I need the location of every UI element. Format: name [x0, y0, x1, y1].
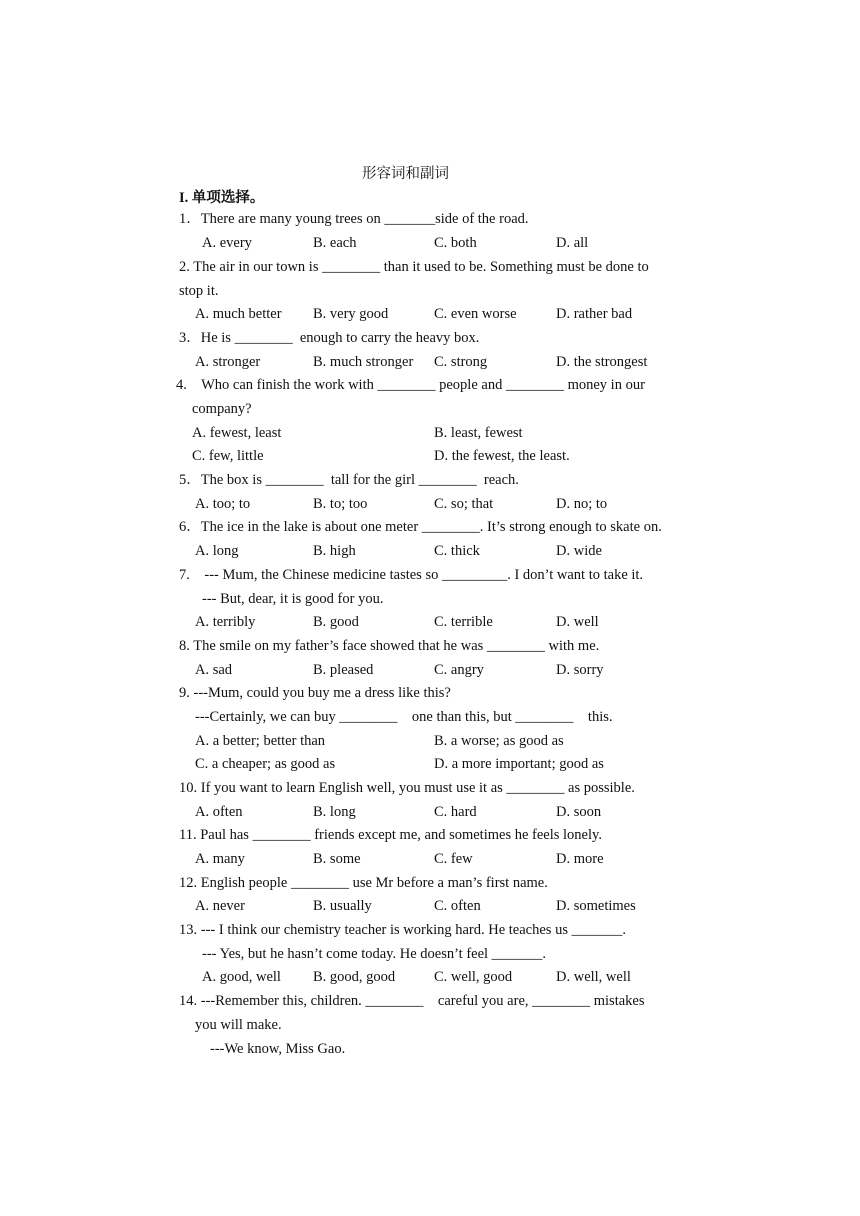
- question-2-option-c: C. even worse: [434, 306, 517, 322]
- question-12-option-c: C. often: [434, 898, 481, 914]
- question-9-option-d: D. a more important; good as: [434, 756, 604, 772]
- question-5-option-c: C. so; that: [434, 496, 494, 512]
- question-2-option-a: A. much better: [195, 306, 282, 322]
- question-3-option-a: A. stronger: [195, 354, 261, 370]
- question-6-option-a: A. long: [195, 543, 239, 559]
- question-4-option-a: A. fewest, least: [192, 425, 282, 441]
- question-7-stem-line1: 7. --- Mum, the Chinese medicine tastes so _________. I don’t want to take it.: [179, 567, 644, 583]
- question-7-option-c: C. terrible: [434, 614, 493, 630]
- question-9-option-a: A. a better; better than: [195, 733, 326, 749]
- question-1-option-a: A. every: [202, 235, 252, 251]
- question-5-stem: 5．The box is ________ tall for the girl ________ reach.: [179, 472, 519, 488]
- question-14-stem-line2: you will make.: [195, 1017, 282, 1033]
- question-1-option-b: B. each: [313, 235, 357, 251]
- question-10-option-b: B. long: [313, 804, 356, 820]
- question-14-stem-line1: 14. ---Remember this, children. ________ careful you are, ________ mistakes: [179, 993, 645, 1009]
- question-9-stem-line1: 9. ---Mum, could you buy me a dress like this?: [179, 685, 451, 701]
- question-8-option-d: D. sorry: [556, 662, 604, 678]
- question-4-option-d: D. the fewest, the least.: [434, 448, 570, 464]
- question-13-stem-line1: 13. --- I think our chemistry teacher is working hard. He teaches us _______.: [179, 922, 626, 938]
- question-4-option-c: C. few, little: [192, 448, 264, 464]
- question-13-option-a: A. good, well: [202, 969, 281, 985]
- question-12-option-b: B. usually: [313, 898, 372, 914]
- question-4-option-b: B. least, fewest: [434, 425, 523, 441]
- question-12-option-d: D. sometimes: [556, 898, 636, 914]
- question-2-stem-line2: stop it.: [179, 283, 219, 299]
- question-2-option-d: D. rather bad: [556, 306, 633, 322]
- question-7-option-a: A. terribly: [195, 614, 256, 630]
- question-10-option-c: C. hard: [434, 804, 477, 820]
- question-3-option-d: D. the strongest: [556, 354, 648, 370]
- question-8-option-c: C. angry: [434, 662, 484, 678]
- question-4-stem-line2: company?: [192, 401, 252, 417]
- page-title: 形容词和副词: [362, 166, 449, 182]
- question-6-option-b: B. high: [313, 543, 356, 559]
- question-9-option-c: C. a cheaper; as good as: [195, 756, 336, 772]
- question-1-stem: 1．There are many young trees on _______side of the road.: [179, 211, 529, 227]
- question-2-stem-line1: 2. The air in our town is ________ than it used to be. Something must be done to: [179, 259, 649, 275]
- question-13-option-c: C. well, good: [434, 969, 513, 985]
- question-7-option-d: D. well: [556, 614, 599, 630]
- question-12-option-a: A. never: [195, 898, 245, 914]
- question-7-stem-line2: --- But, dear, it is good for you.: [202, 591, 384, 607]
- question-7-option-b: B. good: [313, 614, 359, 630]
- question-6-option-c: C. thick: [434, 543, 480, 559]
- question-3-stem: 3．He is ________ enough to carry the heavy box.: [179, 330, 480, 346]
- question-5-option-b: B. to; too: [313, 496, 368, 512]
- question-9-stem-line2: ---Certainly, we can buy ________ one than this, but ________ this.: [195, 709, 613, 725]
- question-4-stem-line1: 4. Who can finish the work with ________ people and ________ money in our: [176, 377, 645, 393]
- question-12-stem: 12. English people ________ use Mr before a man’s first name.: [179, 875, 548, 891]
- question-9-option-b: B. a worse; as good as: [434, 733, 564, 749]
- question-10-stem: 10. If you want to learn English well, you must use it as ________ as possible.: [179, 780, 635, 796]
- question-11-stem: 11. Paul has ________ friends except me, and sometimes he feels lonely.: [179, 827, 602, 843]
- question-8-option-b: B. pleased: [313, 662, 374, 678]
- question-5-option-a: A. too; to: [195, 496, 251, 512]
- question-6-option-d: D. wide: [556, 543, 602, 559]
- question-3-option-c: C. strong: [434, 354, 488, 370]
- question-2-option-b: B. very good: [313, 306, 389, 322]
- question-14-stem-line3: ---We know, Miss Gao.: [210, 1041, 346, 1057]
- question-11-option-b: B. some: [313, 851, 361, 867]
- question-11-option-c: C. few: [434, 851, 473, 867]
- question-10-option-d: D. soon: [556, 804, 602, 820]
- question-10-option-a: A. often: [195, 804, 243, 820]
- question-8-option-a: A. sad: [195, 662, 233, 678]
- question-13-option-b: B. good, good: [313, 969, 396, 985]
- question-11-option-d: D. more: [556, 851, 604, 867]
- question-1-option-d: D. all: [556, 235, 589, 251]
- question-1-option-c: C. both: [434, 235, 477, 251]
- question-11-option-a: A. many: [195, 851, 245, 867]
- question-13-option-d: D. well, well: [556, 969, 631, 985]
- question-3-option-b: B. much stronger: [313, 354, 414, 370]
- question-13-stem-line2: --- Yes, but he hasn’t come today. He doesn’t feel _______.: [202, 946, 547, 962]
- section-heading: I. 单项选择。: [179, 190, 265, 206]
- question-8-stem: 8. The smile on my father’s face showed that he was ________ with me.: [179, 638, 600, 654]
- question-6-stem: 6．The ice in the lake is about one meter ________. It’s strong enough to skate on.: [179, 519, 662, 535]
- question-5-option-d: D. no; to: [556, 496, 608, 512]
